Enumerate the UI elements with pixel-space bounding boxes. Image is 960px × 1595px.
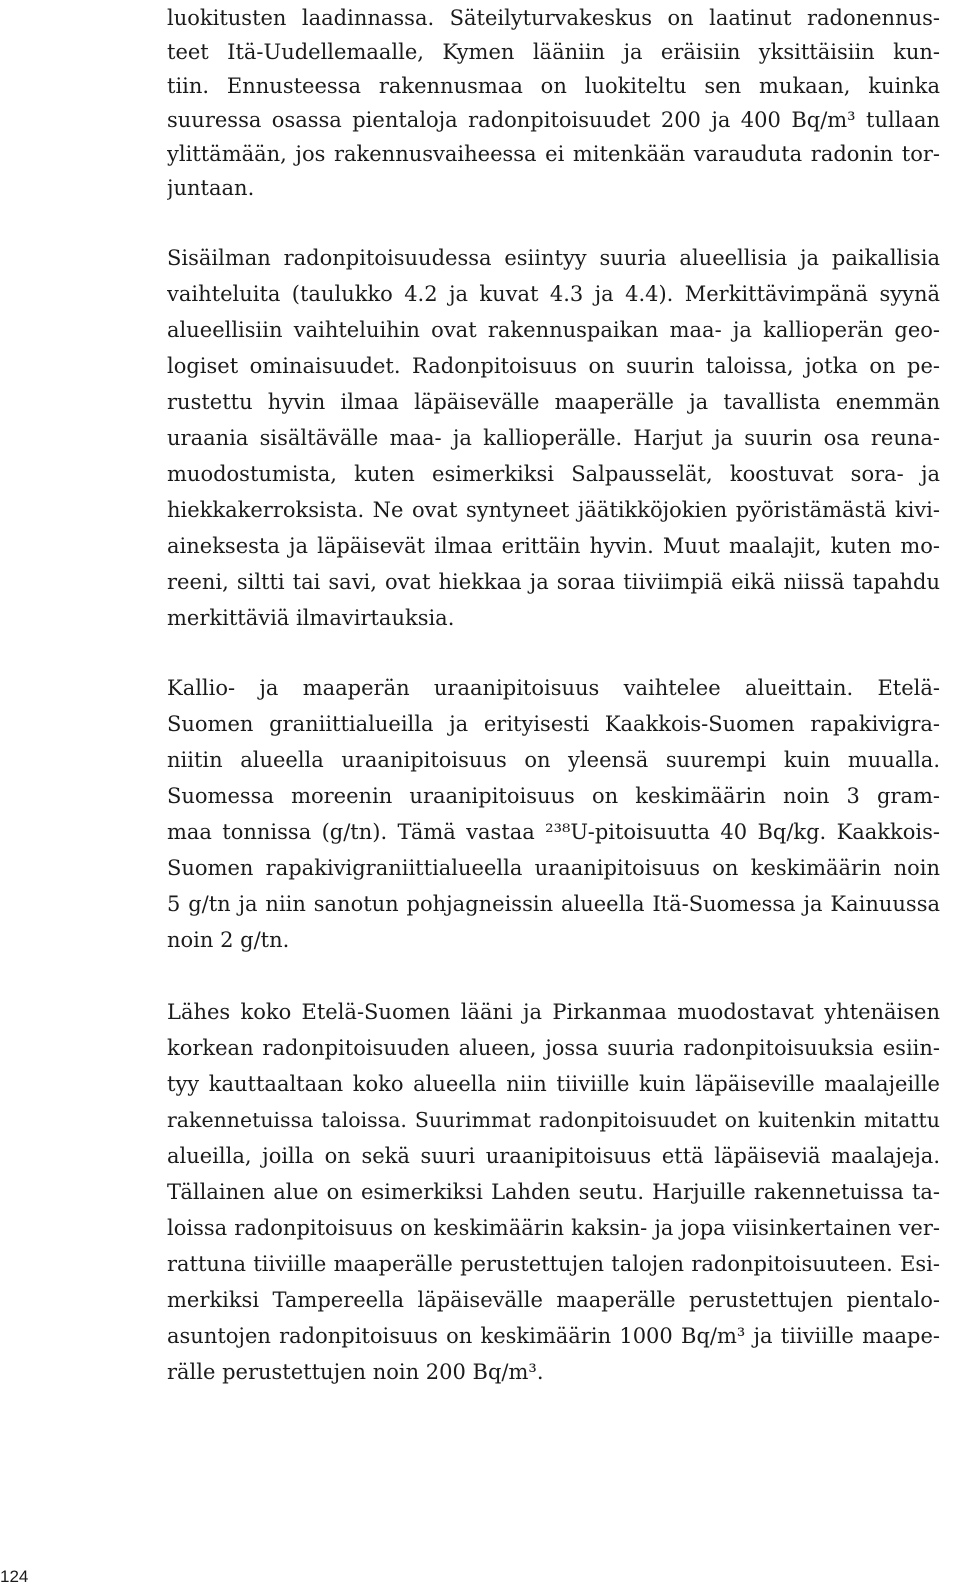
text-line: merkiksi Tampereella läpäisevälle maaperälle perustettujen pientalo- [167,1288,940,1312]
text-line: niitin alueella uraanipitoisuus on yleensä suurempi kuin muualla. [167,748,940,772]
text-line: Suomen rapakivigraniittialueella uraanipitoisuus on keskimäärin noin [167,856,940,880]
text-line: rattuna tiiviille maaperälle perustettujen talojen radonpitoisuuteen. Esi- [167,1252,940,1276]
text-line: maa tonnissa (g/tn). Tämä vastaa ²³⁸U-pitoisuutta 40 Bq/kg. Kaakkois- [167,820,940,844]
page-number: 124 [0,1567,29,1586]
text-line: Sisäilman radonpitoisuudessa esiintyy suuria alueellisia ja paikallisia [167,246,940,270]
text-line: tyy kauttaaltaan koko alueella niin tiiviille kuin läpäiseville maalajeille [167,1072,940,1096]
text-line: uraania sisältävälle maa- ja kallioperälle. Harjut ja suurin osa reuna- [167,426,940,450]
text-line: Lähes koko Etelä-Suomen lääni ja Pirkanmaa muodostavat yhtenäisen [167,1000,940,1024]
text-line: Suomessa moreenin uraanipitoisuus on keskimäärin noin 3 gram- [167,784,940,808]
text-line: teet Itä-Uudellemaalle, Kymen lääniin ja eräisiin yksittäisiin kun- [167,40,940,64]
text-line: alueilla, joilla on sekä suuri uraanipitoisuus että läpäiseviä maalajeja. [167,1144,940,1168]
text-line: vaihteluita (taulukko 4.2 ja kuvat 4.3 ja 4.4). Merkittävimpänä syynä [167,282,940,306]
text-line: merkittäviä ilmavirtauksia. [167,606,455,630]
text-line: 5 g/tn ja niin sanotun pohjagneissin alueella Itä-Suomessa ja Kainuussa [167,892,940,916]
text-line: rustettu hyvin ilmaa läpäisevälle maaperälle ja tavallista enemmän [167,390,940,414]
text-line: rälle perustettujen noin 200 Bq/m³. [167,1360,544,1384]
text-line: suuressa osassa pientaloja radonpitoisuudet 200 ja 400 Bq/m³ tullaan [167,108,940,132]
text-line: logiset ominaisuudet. Radonpitoisuus on suurin taloissa, jotka on pe- [167,354,940,378]
text-line: alueellisiin vaihteluihin ovat rakennuspaikan maa- ja kallioperän geo- [167,318,940,342]
text-line: juntaan. [167,176,255,200]
text-line: asuntojen radonpitoisuus on keskimäärin 1000 Bq/m³ ja tiiviille maape- [167,1324,940,1348]
text-line: tiin. Ennusteessa rakennusmaa on luokiteltu sen mukaan, kuinka [167,74,940,98]
text-line: Kallio- ja maaperän uraanipitoisuus vaihtelee alueittain. Etelä- [167,676,940,700]
text-line: reeni, siltti tai savi, ovat hiekkaa ja soraa tiiviimpiä eikä niissä tapahdu [167,570,940,594]
text-line: noin 2 g/tn. [167,928,290,952]
text-line: aineksesta ja läpäisevät ilmaa erittäin hyvin. Muut maalajit, kuten mo- [167,534,940,558]
text-line: ylittämään, jos rakennusvaiheessa ei mitenkään varauduta radonin tor- [167,142,940,166]
text-line: luokitusten laadinnassa. Säteilyturvakeskus on laatinut radonennus- [167,6,940,30]
text-line: Suomen graniittialueilla ja erityisesti Kaakkois-Suomen rapakivigra- [167,712,940,736]
text-line: korkean radonpitoisuuden alueen, jossa suuria radonpitoisuuksia esiin- [167,1036,940,1060]
text-line: Tällainen alue on esimerkiksi Lahden seutu. Harjuille rakennetuissa ta- [167,1180,940,1204]
text-line: hiekkakerroksista. Ne ovat syntyneet jäätikköjokien pyöristämästä kivi- [167,498,940,522]
text-line: rakennetuissa taloissa. Suurimmat radonpitoisuudet on kuitenkin mitattu [167,1108,940,1132]
text-line: loissa radonpitoisuus on keskimäärin kaksin- ja jopa viisinkertainen ver- [167,1216,940,1240]
text-line: muodostumista, kuten esimerkiksi Salpausselät, koostuvat sora- ja [167,462,940,486]
